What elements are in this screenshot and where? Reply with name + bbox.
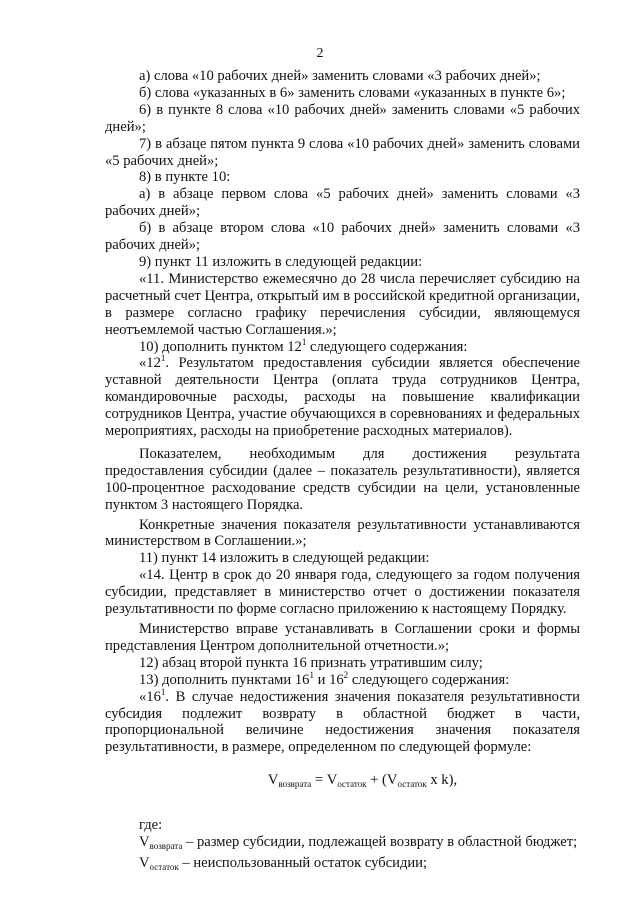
paragraph: 12) абзац второй пункта 16 признать утратившим силу; xyxy=(139,654,483,671)
where-label: где: xyxy=(139,817,163,834)
page-number: 2 xyxy=(316,46,324,61)
paragraph: «$12^1$. Результатом предоставления субсидии является обеспечение уставной деятельности Центра (оплата труда сотрудников Центра, командировочные расходы, расходы на повышение квалификации сотрудников Центра, участие обучающихся в соревнованиях и федеральных мероприятиях, расходы на приобретение расходных материалов). xyxy=(105,353,580,440)
paragraph: «$16^1$. В случае недостижения значения показателя результативности субсидия подлежит возврату в областной бюджет в части, пропорциональной величине недостижения значения показателя результативности, в размере, определенном по следующей формуле: xyxy=(105,686,580,756)
paragraph: 7) в абзаце пятом пункта 9 слова «10 рабочих дней» заменить словами «5 рабочих дней»; xyxy=(105,135,580,169)
paragraph: 10) дополнить пунктом $12^1$ следующего содержания: xyxy=(139,336,468,355)
paragraph: «11. Министерство ежемесячно до 28 числа перечисляет субсидию на расчетный счет Центра, открытый им в российской кредитной организации, в размере согласно графику перечисления субсидии, являющемуся неотъемлемой частью Соглашения.»; xyxy=(105,270,580,338)
paragraph: б) слова «указанных в 6» заменить словами «указанных в пункте 6»; xyxy=(139,84,566,101)
paragraph: 8) в пункте 10: xyxy=(139,169,231,186)
paragraph: б) в абзаце втором слова «10 рабочих дней» заменить словами «3 рабочих дней»; xyxy=(105,220,580,254)
document-body xyxy=(105,68,580,876)
paragraph: а) слова «10 рабочих дней» заменить словами «3 рабочих дней»; xyxy=(139,68,541,84)
paragraph: 11) пункт 14 изложить в следующей редакции: xyxy=(139,550,430,567)
paragraph: Министерство вправе устанавливать в Соглашении сроки и формы представления Центром дополнительной отчетности.»; xyxy=(105,621,580,654)
paragraph: Показателем, необходимым для достижения результата предоставления субсидии (далее – показатель результативности), является 100-процентное расходование средств субсидии на цели, установленные пунктом 3 настоящего Порядка. xyxy=(105,445,580,513)
paragraph: Конкретные значения показателя результативности устанавливаются министерством в Соглашении.»; xyxy=(105,516,580,550)
paragraph: 13) дополнить пунктами $16^1$ и $16^2$ следующего содержания: xyxy=(139,669,510,688)
definition-line: $V_{остаток}$ – неиспользованный остаток субсидии; xyxy=(139,854,428,872)
paragraph: 9) пункт 11 изложить в следующей редакции: xyxy=(139,253,423,270)
paragraph: «14. Центр в срок до 20 января года, следующего за годом получения субсидии, представляет в министерство отчет о достижении показателя результативности по форме согласно приложению к настоящему Порядку. xyxy=(105,567,580,618)
formula: $V_{возврата} = V_{остаток} + (V_{остаток}$ x k), xyxy=(267,772,458,790)
paragraph: 6) в пункте 8 слова «10 рабочих дней» заменить словами «5 рабочих дней»; xyxy=(105,101,580,135)
paragraph: а) в абзаце первом слова «5 рабочих дней» заменить словами «3 рабочих дней»; xyxy=(105,186,580,220)
definition-line: $V_{возврата}$ – размер субсидии, подлежащей возврату в областной бюджет; xyxy=(139,834,578,852)
